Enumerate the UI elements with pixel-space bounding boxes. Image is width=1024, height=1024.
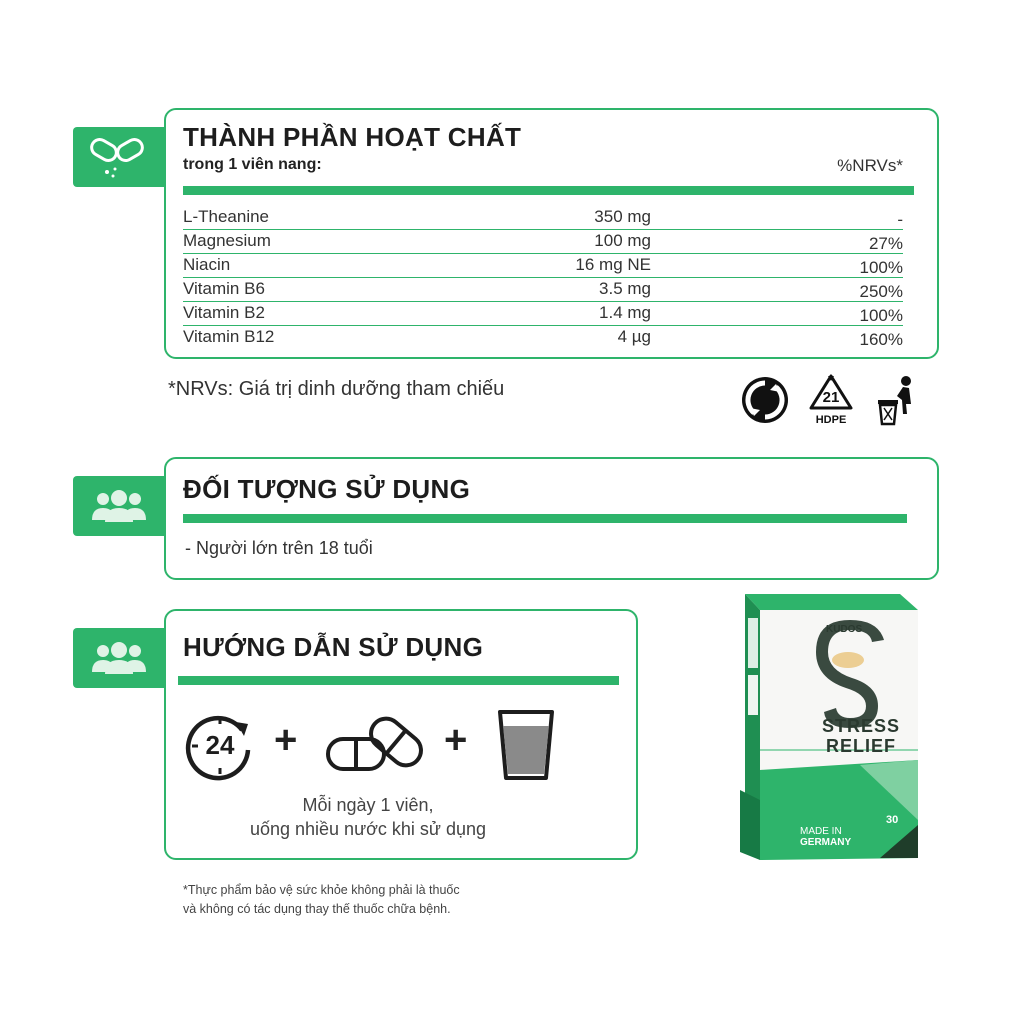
ingredient-name: Vitamin B2 — [183, 303, 265, 322]
target-rule — [183, 514, 907, 523]
ingredient-nrv: - — [897, 210, 903, 229]
ingredient-row — [183, 278, 903, 302]
product-name-1: STRESS — [822, 716, 901, 736]
product-box — [710, 590, 920, 870]
trash-bin-icon — [873, 374, 919, 431]
usage-rule — [178, 676, 619, 685]
recycle-code: 21 — [822, 389, 840, 406]
ingredient-nrv: 100% — [859, 258, 903, 277]
ingredient-amount: 100 mg — [594, 231, 651, 250]
ingredients-tab — [73, 127, 165, 187]
green-dot-icon — [740, 375, 790, 430]
disclaimer-line-1: *Thực phẩm bảo vệ sức khỏe không phải là thuốc — [183, 883, 460, 897]
plus-sign: + — [274, 718, 298, 762]
product-count: 30 — [886, 814, 899, 826]
ingredient-name: Vitamin B12 — [183, 327, 275, 346]
target-tab — [73, 476, 165, 536]
people-group-icon — [89, 486, 149, 526]
ingredient-name: L-Theanine — [183, 207, 270, 226]
nrv-note: *NRVs: Giá trị dinh dưỡng tham chiếu — [168, 378, 505, 400]
ingredients-rule — [183, 186, 914, 195]
ingredient-row — [183, 230, 903, 254]
ingredient-amount: 1.4 mg — [599, 303, 651, 322]
ingredients-title: THÀNH PHẦN HOẠT CHẤT — [183, 122, 522, 152]
recycle-material: HDPE — [815, 414, 847, 426]
usage-line-1: Mỗi ngày 1 viên, — [302, 795, 434, 815]
target-text: - Người lớn trên 18 tuổi — [185, 538, 373, 558]
ingredient-name: Magnesium — [183, 231, 271, 250]
nrv-header: %NRVs* — [837, 156, 903, 175]
ingredient-amount: 16 mg NE — [575, 255, 651, 274]
ingredient-name: Vitamin B6 — [183, 279, 265, 298]
ingredient-row — [183, 326, 903, 349]
capsule-icon — [87, 132, 151, 182]
clock-24h-icon — [184, 710, 256, 782]
clock-label: 24 — [205, 730, 235, 760]
plus-sign: + — [444, 718, 468, 762]
people-group-icon — [89, 638, 149, 678]
ingredient-nrv: 250% — [859, 282, 903, 301]
made-in-2: GERMANY — [800, 837, 852, 848]
recycle-hdpe-icon — [806, 372, 856, 428]
ingredient-row — [183, 206, 903, 230]
product-brand: KUDOS — [826, 624, 863, 635]
usage-line-2: uống nhiều nước khi sử dụng — [249, 819, 487, 839]
ingredient-row — [183, 254, 903, 278]
usage-tab — [73, 628, 165, 688]
ingredient-nrv: 27% — [868, 234, 903, 253]
product-name-2: RELIEF — [826, 736, 897, 756]
ingredient-amount: 4 µg — [617, 327, 651, 346]
target-title: ĐỐI TƯỢNG SỬ DỤNG — [183, 474, 471, 504]
ingredient-amount: 3.5 mg — [599, 279, 651, 298]
ingredient-name: Niacin — [183, 255, 231, 274]
ingredient-row — [183, 302, 903, 326]
disclaimer-line-2: và không có tác dụng thay thế thuốc chữa bệnh. — [183, 902, 451, 916]
usage-title: HƯỚNG DẪN SỬ DỤNG — [183, 632, 484, 662]
made-in-1: MADE IN — [800, 826, 842, 837]
capsules-icon — [324, 713, 428, 780]
ingredients-subtitle: trong 1 viên nang: — [183, 156, 322, 173]
ingredient-nrv: 100% — [859, 306, 903, 325]
ingredient-amount: 350 mg — [594, 207, 651, 226]
ingredient-nrv: 160% — [859, 330, 903, 349]
water-glass-icon — [496, 708, 556, 787]
